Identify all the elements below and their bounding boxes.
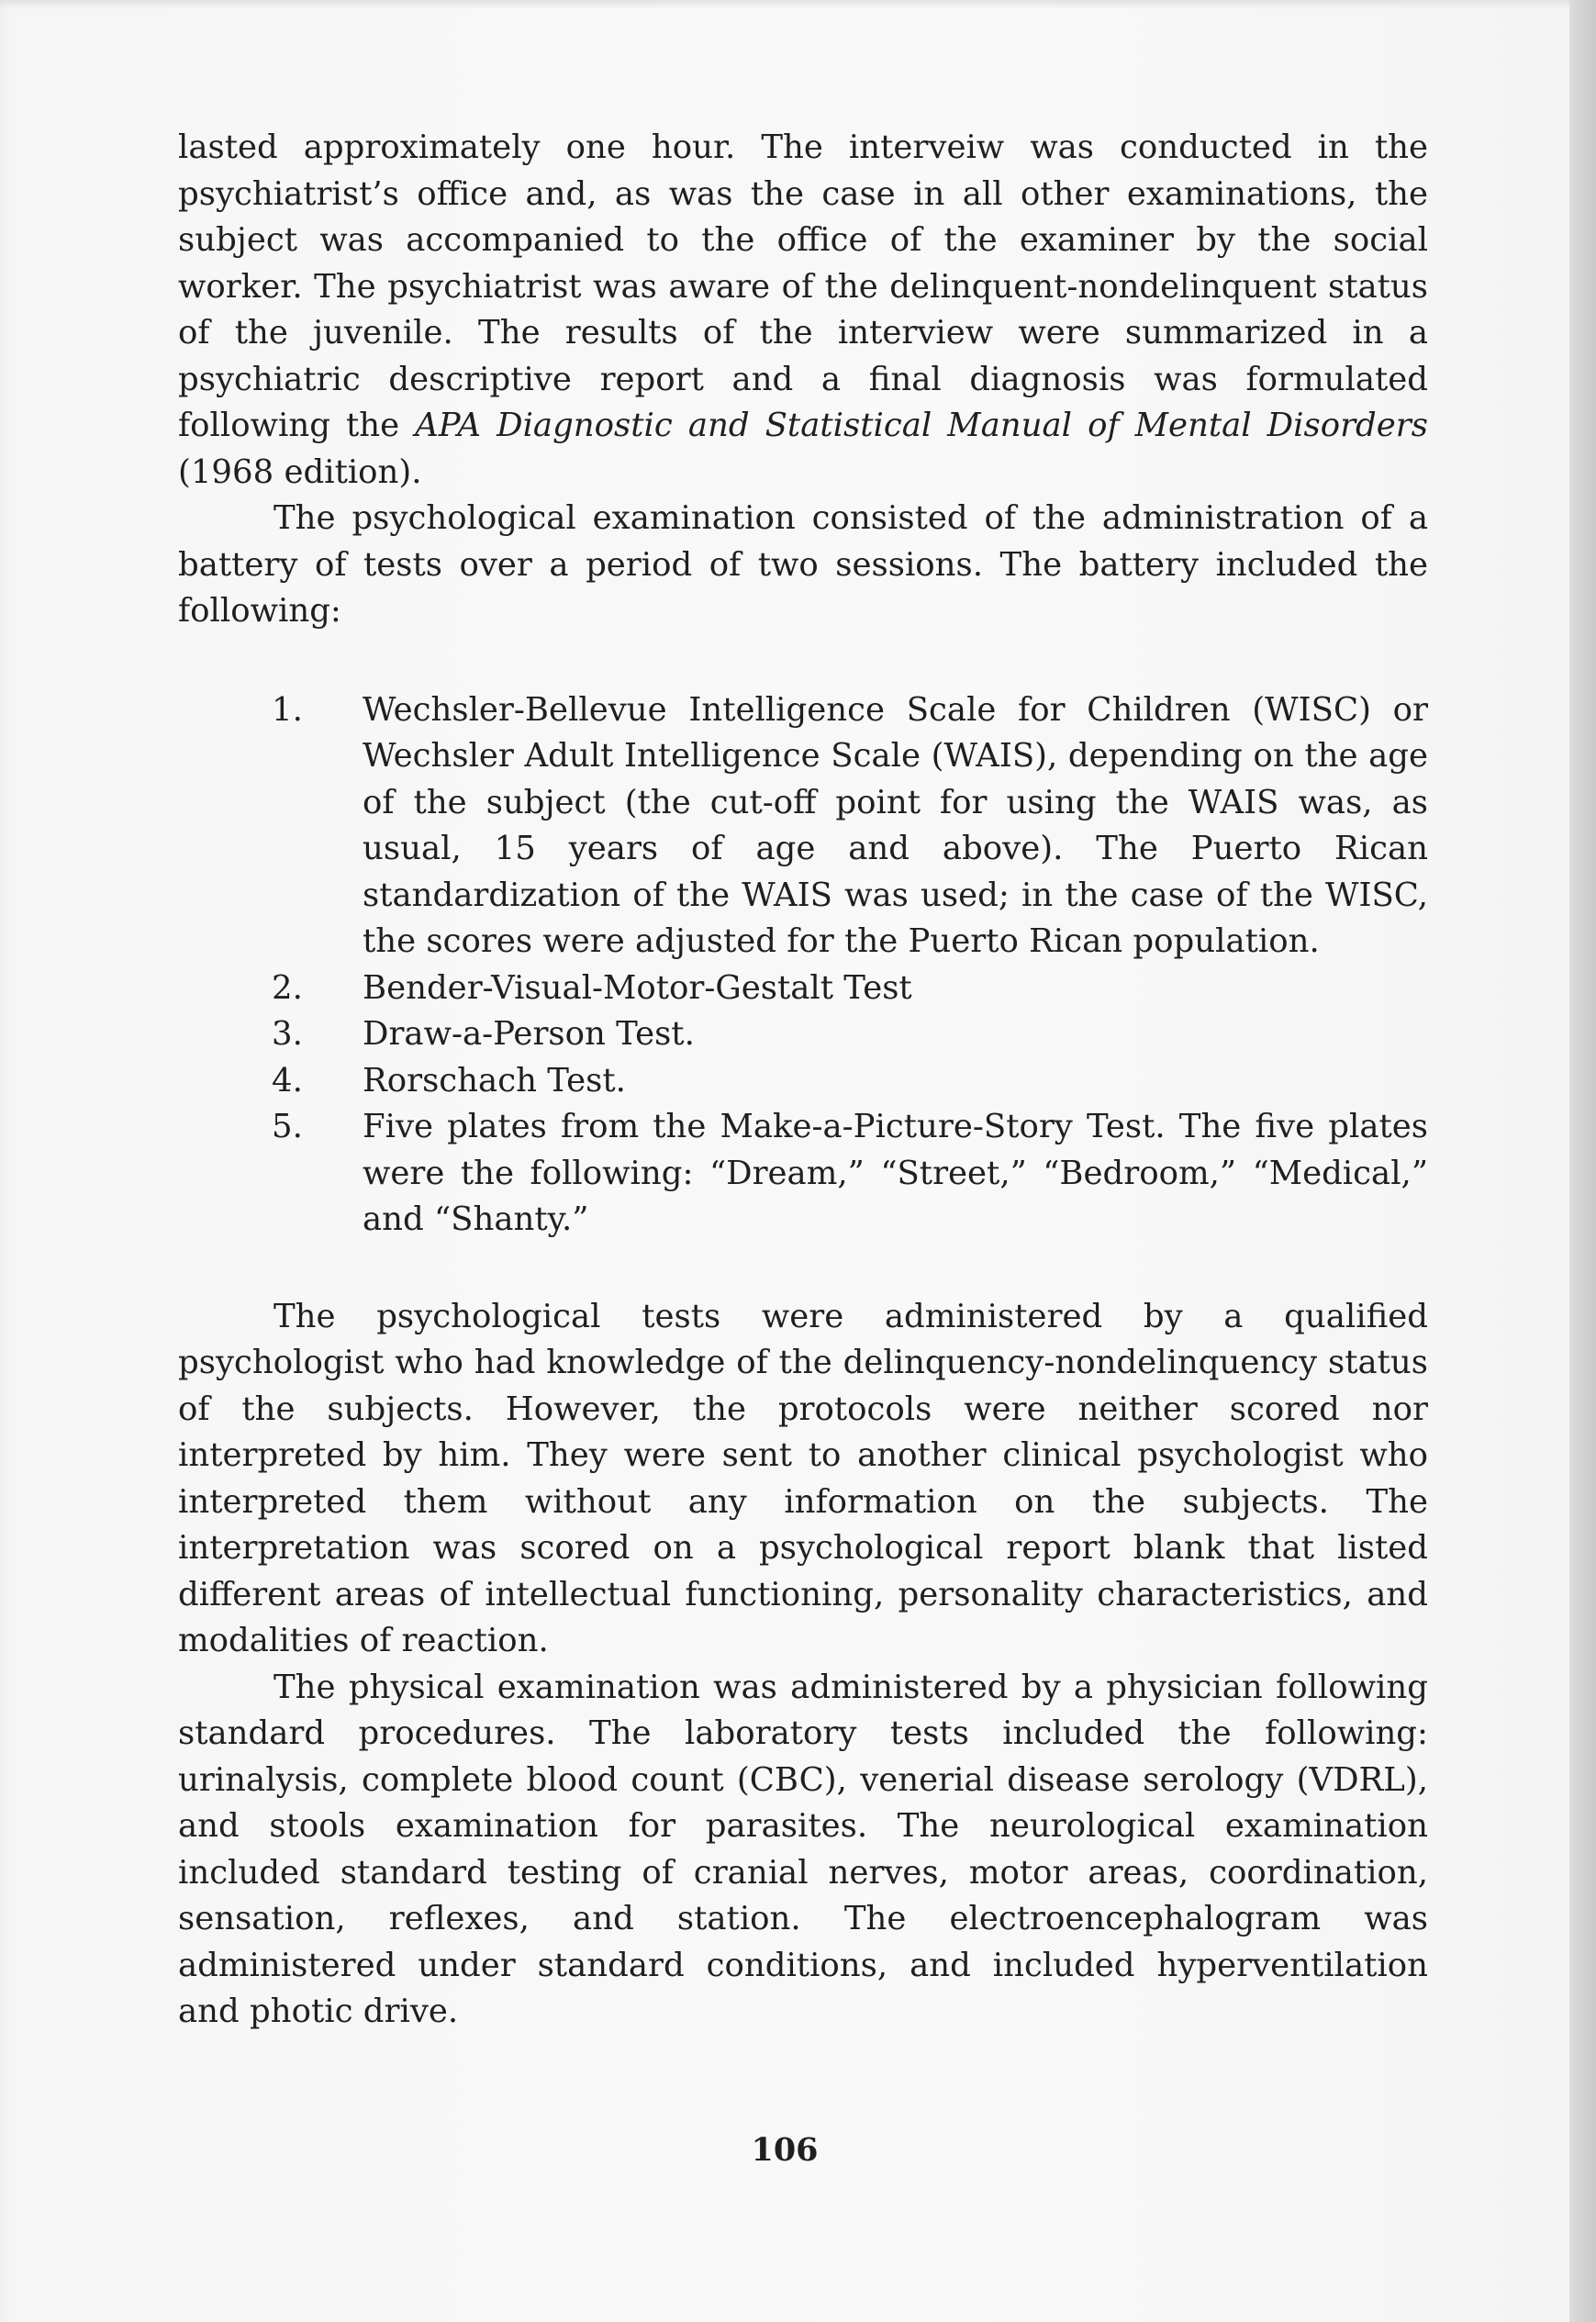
- paragraph-psychiatric-interview: [178, 125, 1428, 496]
- list-item-text: Five plates from the Make-a-Picture-Story Test. The five plates were the following: “Dream,” “Street,” “Bedroom,” “Medical,” and “Shanty.”: [363, 1108, 1428, 1238]
- page-right-edge: [1569, 0, 1596, 2322]
- paragraph-physical-exam: The physical examination was administered by a physician following standard procedures. The laboratory tests included the following: urinalysis, complete blood count (CBC), venerial disease serology (VDRL), and stools examination for parasites. The neurological examination included standard testing of cranial nerves, motor areas, coordination, sensation, reflexes, and station. The electroencephalogram was administered under standard conditions, and included hyperventilation and photic drive.: [178, 1668, 1428, 2030]
- paragraph-test-administration: The psychological tests were administered by a qualified psychologist who had knowledge of the delinquency-nondelinquency status of the subjects. However, the protocols were neither scored nor interpreted by him. They were sent to another clinical psychologist who interpreted them without any information on the subjects. The interpretation was scored on a psychological report blank that listed different areas of intellectual functioning, personality characteristics, and modalities of reaction.: [178, 1297, 1428, 1659]
- list-item-number: 5.: [272, 1108, 303, 1145]
- list-item: [178, 1058, 1428, 1105]
- paragraph-text: lasted approximately one hour. The interveiw was conducted in the psychiatrist’s office and, as was the case in all other examinations, the subject was accompanied to the office of the examiner by the social worker. The psychiatrist was aware of the delinquent-nondelinquent status of the juvenile. The results of the interview were summarized in a psychiatric descriptive report and a final diagnosis was formulated following the: [178, 128, 1428, 444]
- body-text: [178, 125, 1428, 2036]
- list-item: [178, 966, 1428, 1012]
- list-item-text: Wechsler-Bellevue Intelligence Scale for Children (WISC) or Wechsler Adult Intelligence Scale (WAIS), depending on the age of the subject (the cut-off point for using the WAIS was, as usual, 15 years of age and above). The Puerto Rican standardization of the WAIS was used; in the case of the WISC, the scores were adjusted for the Puerto Rican population.: [363, 690, 1428, 960]
- list-item-number: 1.: [272, 690, 303, 729]
- list-item-text: Bender-Visual-Motor-Gestalt Test: [363, 968, 912, 1007]
- list-item: [178, 687, 1428, 966]
- page-number: 106: [751, 2131, 819, 2169]
- paragraph-psychological-exam: The psychological examination consisted of the administration of a battery of tests over a period of two sessions. The battery included the following:: [178, 499, 1428, 630]
- manual-title: APA Diagnostic and Statistical Manual of Mental Disorders: [415, 407, 1428, 444]
- list-item-number: 2.: [272, 968, 303, 1007]
- list-item: [178, 1011, 1428, 1058]
- paragraph-text-tail: (1968 edition).: [178, 452, 422, 491]
- list-item-number: 3.: [272, 1015, 303, 1053]
- list-item-text: Rorschach Test.: [363, 1061, 626, 1100]
- list-item: [178, 1104, 1428, 1244]
- list-item-number: 4.: [272, 1061, 303, 1100]
- test-battery-list: [178, 687, 1428, 1244]
- page-top-edge: [0, 0, 1569, 9]
- list-item-text: Draw-a-Person Test.: [363, 1015, 695, 1053]
